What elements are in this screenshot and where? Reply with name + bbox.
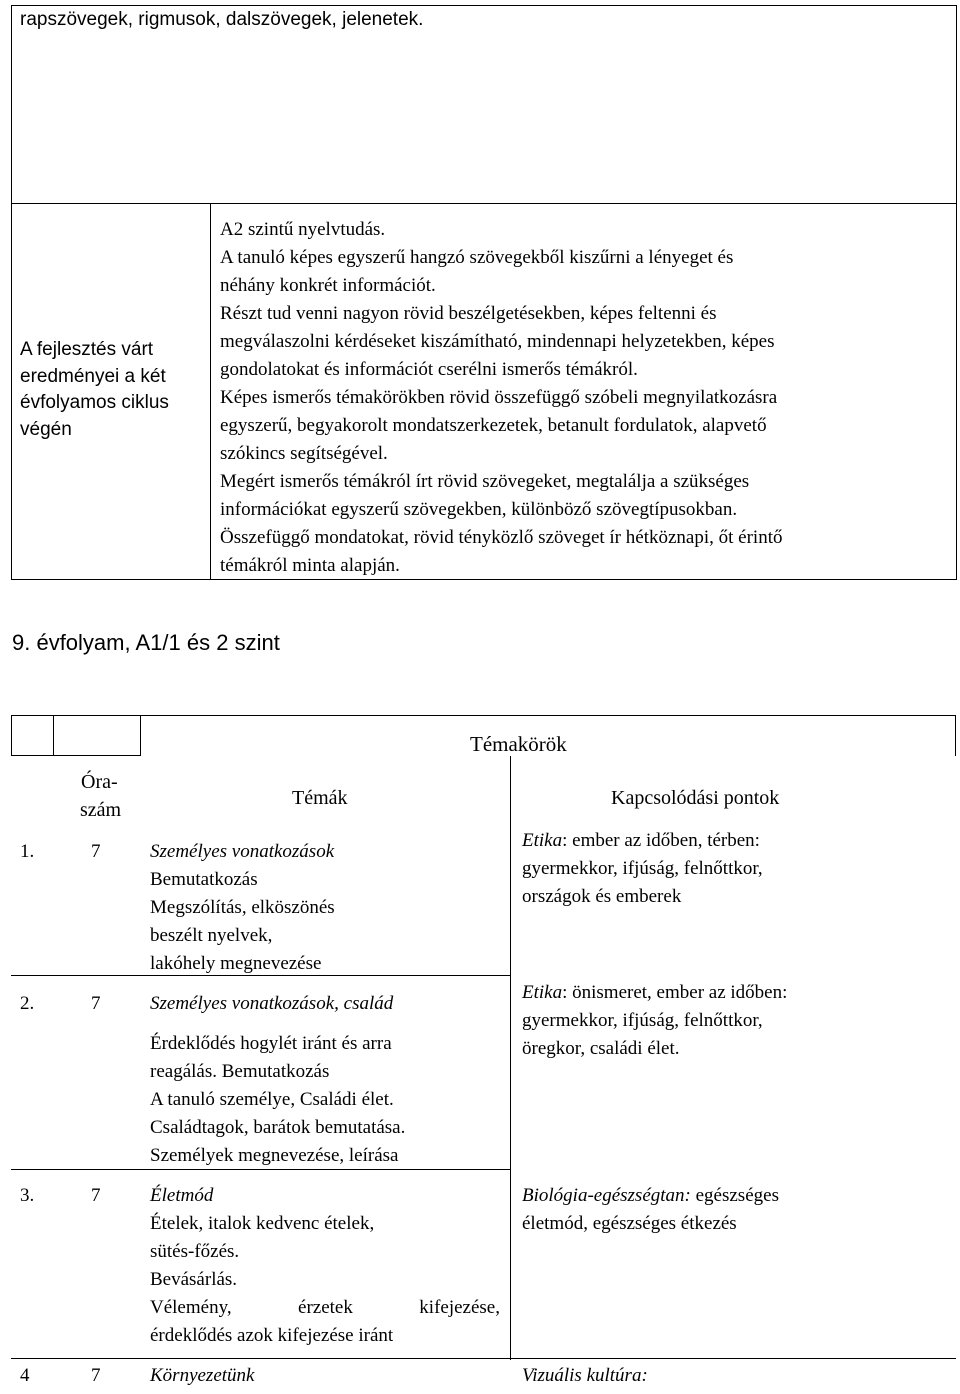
table-border-col xyxy=(53,715,54,756)
row-topic-item: Érdeklődés hogylét iránt és arra xyxy=(150,1033,392,1054)
row-link-line xyxy=(522,1182,779,1210)
outcomes-label-line: A fejlesztés várt xyxy=(20,339,154,360)
row-hours: 7 xyxy=(91,993,101,1014)
table-border-col xyxy=(510,756,511,1360)
row-link-line: országok és emberek xyxy=(522,886,682,907)
row-topic-item: sütés-főzés. xyxy=(150,1241,240,1262)
row-number: 1. xyxy=(20,841,35,862)
row-topic-item: Vélemény, érzetek kifejezése, xyxy=(150,1297,500,1318)
table-border-middle xyxy=(11,203,957,204)
row-link-text: : ember az időben, térben: xyxy=(562,830,760,851)
top-table-first-row-text: rapszövegek, rigmusok, dalszövegek, jelenetek. xyxy=(20,9,424,30)
outcomes-line: egyszerű, begyakorolt mondatszerkezetek, betanult fordulatok, alapvető xyxy=(220,415,767,436)
row-link-line: gyermekkor, ifjúság, felnőttkor, xyxy=(522,858,763,879)
outcomes-label-line: végén xyxy=(20,418,72,440)
row-topic-item: reagálás. Bemutatkozás xyxy=(150,1061,330,1082)
row-link-line: életmód, egészséges étkezés xyxy=(522,1213,737,1234)
column-header-topics: Témák xyxy=(292,787,348,809)
row-topic-item: érdeklődés azok kifejezése iránt xyxy=(150,1325,394,1346)
row-topic-item: Ételek, italok kedvenc ételek, xyxy=(150,1213,375,1234)
outcomes-line: Összefüggő mondatokat, rövid tényközlő szöveget ír hétköznapi, őt érintő xyxy=(220,527,783,548)
row-link-line: gyermekkor, ifjúság, felnőttkor, xyxy=(522,1010,763,1031)
outcomes-label-line: évfolyamos ciklus xyxy=(20,392,169,413)
row-link-text: egészséges xyxy=(690,1185,779,1206)
outcomes-line: gondolatokat és információt cserélni ismerős témákról. xyxy=(220,359,638,380)
outcomes-line: témákról minta alapján. xyxy=(220,555,400,576)
column-header-hours xyxy=(80,768,121,824)
table-border-top xyxy=(11,5,957,6)
outcomes-label xyxy=(20,337,169,443)
outcomes-line: megválaszolni kérdéseket kiszámítható, mindennapi helyzetekben, képes xyxy=(220,331,775,352)
row-number: 4 xyxy=(20,1365,30,1386)
outcomes-line: Képes ismerős témakörökben rövid összefüggő szóbeli megnyilatkozásra xyxy=(220,387,778,408)
row-topic-item: Bevásárlás. xyxy=(150,1269,238,1290)
row-links xyxy=(522,827,763,911)
row-topic-title: Személyes vonatkozások, család xyxy=(150,993,394,1014)
outcomes-line: szókincs segítségével. xyxy=(220,443,388,464)
row-topic-title: Személyes vonatkozások xyxy=(150,841,335,862)
row-topics xyxy=(150,1030,405,1170)
row-link-subject: Etika xyxy=(522,830,563,851)
table-border-row xyxy=(11,1358,956,1359)
row-topic-item: Személyek megnevezése, leírása xyxy=(150,1145,399,1166)
row-topic-item: lakóhely megnevezése xyxy=(150,953,322,974)
table-border-right xyxy=(956,5,957,580)
row-number: 2. xyxy=(20,993,35,1014)
row-links xyxy=(522,1182,779,1238)
row-hours: 7 xyxy=(91,841,101,862)
table-border-top xyxy=(11,715,956,716)
row-link-subject: Etika xyxy=(522,982,563,1003)
row-number: 3. xyxy=(20,1185,35,1206)
outcomes-line: A tanuló képes egyszerű hangzó szövegekből kiszűrni a lényeget és xyxy=(220,247,734,268)
row-link-line xyxy=(522,979,787,1007)
row-link-line: öregkor, családi élet. xyxy=(522,1038,680,1059)
row-link-subject: Vizuális kultúra: xyxy=(522,1365,648,1386)
outcomes-line: néhány konkrét információt. xyxy=(220,275,436,296)
table-border-left xyxy=(11,715,12,756)
row-topic-item: Megszólítás, elköszönés xyxy=(150,897,335,918)
row-hours: 7 xyxy=(91,1185,101,1206)
table-border-left xyxy=(11,5,12,580)
outcomes-label-line: eredményei a két xyxy=(20,365,166,387)
column-header-hours-line: Óra- xyxy=(81,771,118,793)
row-topic-item: Bemutatkozás xyxy=(150,869,258,890)
row-topic-item: A tanuló személye, Családi élet. xyxy=(150,1089,394,1110)
table-border-right xyxy=(955,715,956,756)
row-link-text: : önismeret, ember az időben: xyxy=(562,982,788,1003)
row-topic-title: Életmód xyxy=(150,1185,214,1206)
section-heading: 9. évfolyam, A1/1 és 2 szint xyxy=(12,630,280,655)
row-link-subject: Biológia-egészségtan: xyxy=(522,1185,691,1206)
column-header-hours-line: szám xyxy=(80,799,122,821)
row-topic-item: Családtagok, barátok bemutatása. xyxy=(150,1117,406,1138)
outcomes-text xyxy=(220,216,782,580)
row-hours: 7 xyxy=(91,1365,101,1386)
table-border-col xyxy=(140,715,141,756)
row-topics xyxy=(150,1182,500,1350)
column-header-links: Kapcsolódási pontok xyxy=(611,787,780,809)
table-border-divider xyxy=(210,203,211,580)
outcomes-line: Részt tud venni nagyon rövid beszélgetésekben, képes feltenni és xyxy=(220,303,717,324)
row-topic-title: Környezetünk xyxy=(150,1365,255,1386)
table-border-header-split xyxy=(11,755,141,756)
row-link-line xyxy=(522,827,763,855)
row-topic-item: beszélt nyelvek, xyxy=(150,925,273,946)
group-header: Témakörök xyxy=(470,732,567,756)
outcomes-line: Megért ismerős témákról írt rövid szövegeket, megtalálja a szükséges xyxy=(220,471,750,492)
row-topics xyxy=(150,838,335,978)
row-links xyxy=(522,979,787,1063)
outcomes-line: A2 szintű nyelvtudás. xyxy=(220,219,386,240)
outcomes-line: információkat egyszerű szövegekben, különböző szövegtípusokban. xyxy=(220,499,738,520)
